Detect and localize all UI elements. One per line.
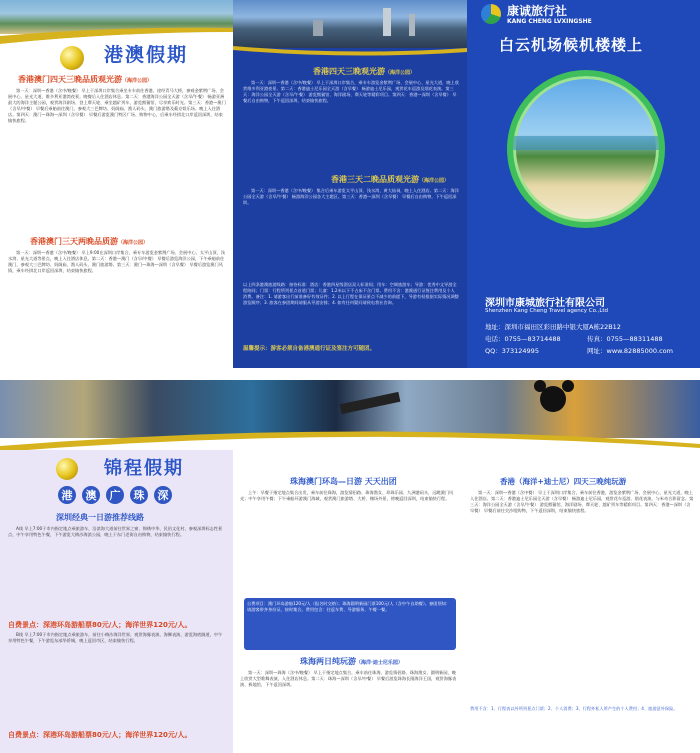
- panel2-sub2: 香港三天二晚品质观光游（海洋公园）: [331, 175, 450, 184]
- hk-skyline-photo: [233, 0, 467, 48]
- city-badges: [58, 486, 172, 504]
- gold-curve: [233, 44, 467, 58]
- panel2-body2: 第一天：深圳—香港（含中/晚餐） 集合后乘车游览太平山顶、浅水湾、黄大仙祠，晚上入住酒店。第二天：海洋公园全天游（含早/午餐） 畅游海洋公园各大主题区。第三天：香港—深圳（含早餐） 早餐后自由购物，下午返回深圳。: [243, 188, 459, 205]
- city-badge: 珠: [130, 486, 148, 504]
- panel2-body1: 第一天：深圳—香港（含中/晚餐） 早上于深圳口岸集合，乘专车游览金紫荆广场、会展中心、星光大道，晚上欣赏维多利亚港夜景。第二天：香港迪士尼乐园全天游（含早餐） 畅游迪士尼乐园，观赏花车巡游及烟花表演。第三天：海洋公园全天游（含早/午餐） 游览熊猫馆、海洋剧场、摩天轮等精彩项目。第四天：香港—深圳（含早餐） 早餐后自由购物，下午返回深圳，结束愉快旅程。: [243, 80, 459, 103]
- price-b: 自费景点：深港环岛游船票80元/人；海洋世界120元/人。: [8, 731, 192, 739]
- fax: 传真：0755—88311488: [587, 335, 663, 343]
- city-badge: 港: [58, 486, 76, 504]
- phone: 电话：0755—83714488: [485, 335, 561, 343]
- panel1-sub1: 香港澳门四天三晚品质观光游（海洋公园）: [18, 75, 153, 84]
- route-title: 深圳经典一日游推荐线路: [56, 513, 144, 522]
- bottom-title: 锦程假期: [104, 458, 184, 479]
- zh-title: 珠海澳门环岛—日游 天天出团: [290, 477, 397, 486]
- bottom-sheet: [0, 370, 700, 753]
- website[interactable]: 网址：www.82885000.com: [587, 347, 673, 355]
- company-full-name-en: Shenzhen Kang Cheng Travel agency Co.,Ltd: [485, 308, 609, 314]
- circular-photo: [507, 70, 665, 228]
- city-badge: 澳: [82, 486, 100, 504]
- city-badge: 深: [154, 486, 172, 504]
- hk-notes: 费用不含：1、行程表以外所列景点门票；2、个人消费；3、行程外私人所产生的个人费用；4、旅游意外保险。: [470, 706, 678, 711]
- slogan: 白云机场候机楼楼上: [499, 36, 644, 54]
- company-name-en: KANG CHENG LVXINGSHE: [507, 18, 592, 25]
- gold-ball: [60, 46, 84, 70]
- hk-title: 香港（海洋+迪士尼）四天三晚纯玩游: [500, 477, 627, 486]
- company-full-name: 深圳市康城旅行社有限公司: [485, 298, 605, 309]
- company-name: 康诚旅行社: [507, 4, 568, 18]
- panel1-body2: 第一天：深圳—香港（含中/晚餐） 早上9:00在深圳口岸集合，乘专车游览金紫荆广场、会展中心、太平山顶、浅水湾、星光大道等景点，晚上入住酒店休息。第二天：香港—澳门（含早/中餐） 早餐后游览海洋公园，下午乘船前往澳门，参观大三巴牌坊、妈阁庙、渔人码头、澳门旅游塔。第三天：澳门—珠海—深圳（含早餐） 早餐后游览澳门风情，乘车经拱北口岸返回深圳，结束愉快旅程。: [8, 250, 225, 273]
- panel1-body1: 第一天：深圳—香港（含中/晚餐） 早上于深圳口岸集合乘坐专车前往香港，途经青马大桥，参观金紫荆广场、会展中心、星光大道，维多利亚港湾夜景。晚餐后入住酒店休息。第二天：香港海洋公园全天游（含早/午餐） 畅游亚洲最大的海洋主题公园，观赏海洋剧场、登上摩天轮、乘坐越矿列车，游览熊猫馆，尽享欢乐时光。第三天：香港—澳门（含早/中餐） 早餐后乘船前往澳门，参观大三巴牌坊、妈阁庙、渔人码头、澳门旅游塔及葡京娱乐场。晚上入住酒店。第四天：澳门—珠海—深圳（含早餐） 早餐后游览澳门特区广场、购物中心，后乘车经拱北口岸返回深圳，结束愉快旅程。: [8, 88, 226, 123]
- panel2-body3: 以上四条港澳旅游线路：接待标准：酒店：香港四星级酒店双人标准间；用车：空调旅游车；导游：优秀中文导游全程陪同；门票：行程所列景点首道门票；儿童：1.2米以下不占床不含门票。费用不含：港澳通行证签注费用及个人消费。备注：1. 请游客出行前准备好有效证件；2. 以上行程在保证景点不减少的前提下，导游有权根据实际情况调整游览顺序；3. 旅客在参团期间请服从导游安排；4. 如有任何疑问请致电我社咨询。: [243, 282, 459, 305]
- panel2-warm-tip: 温馨提示：游客必须自备港澳通行证及签注方可随团。: [243, 346, 376, 352]
- route-a: A线 早上7:00于市内指定地点乘旅游车，沿滨海大道前往世界之窗、锦绣中华、民俗文化村，参观深圳标志性景点，中午享用特色午餐，下午游览大梅沙海滨公园，晚上于东门老街自由购物，结束愉快行程。: [8, 526, 223, 537]
- panel1-sub2: 香港澳门三天两晚品质游（海洋公园）: [30, 237, 149, 246]
- panel-hk-tours: [233, 0, 467, 368]
- hk-body: 第一天：深圳—香港（含中餐） 早上于深圳口岸集合，乘车前往香港，游览金紫荆广场、会展中心、星光大道，晚上入住酒店。第二天：香港迪士尼乐园全天游（含早餐） 畅游迪士尼乐园，观赏花车巡游、烟花表演，与米奇合影留念。第三天：海洋公园全天游（含早/午餐） 游览熊猫馆、海洋剧场、摩天轮、越矿列车等精彩项目。第四天：香港—深圳（含早餐） 早餐后前往尖沙咀购物，下午返回深圳，结束愉快旅程。: [470, 490, 694, 513]
- panel1-title: 港澳假期: [104, 44, 189, 66]
- city-badge: 广: [106, 486, 124, 504]
- panel-company: [467, 0, 700, 368]
- price-a: 自费景点：深港环岛游船票80元/人；海洋世界120元/人。: [8, 621, 192, 629]
- zh-body: 上午：早餐于指定地点集合出发，乘车前往珠海，游览情侣路、珠海渔女、珍珠乐园、九洲港码头，远眺澳门风光；中午享用午餐；下午乘船环游澳门海域，观赏澳门旅游塔、大桥、赌场外景，傍晚返回深圳，结束愉快行程。: [240, 490, 454, 501]
- bottom-gold-ball: [56, 458, 78, 480]
- zh-box: 自费项目：澳门环岛游船120元/人（报名时交纳）；珠海圆明新园门票100元/人（含中午自助餐）。参团须知：请游客带齐身份证，按时集合。费用包含：往返车费、导游服务、午餐一餐。: [244, 598, 456, 650]
- company-logo: [481, 4, 501, 24]
- route-b: B线 早上7:00于市内指定地点乘旅游车，前往小梅沙海洋世界，观赏海豚表演、海狮表演，游览海底隧道，中午享用特色午餐，下午游览东部华侨城，晚上返回市区，结束愉快行程。: [8, 632, 223, 643]
- panel-hk-macau: [0, 0, 233, 368]
- qq: QQ：373124995: [485, 347, 539, 355]
- address: 地址：深圳市福田区彩田路中银大厦A栋22B12: [485, 323, 621, 331]
- zh2-body: 第一天：深圳—珠海（含中/晚餐） 早上于指定地点集合，乘车前往珠海，游览情侣路、珠海渔女、圆明新园，晚上欣赏大型歌舞表演，入住酒店休息。第二天：珠海—深圳（含早/中餐） 早餐后游览珠海长隆海洋王国，观赏海豚表演、极地馆，下午返回深圳。: [240, 670, 457, 687]
- panel2-sub1: 香港四天三晚观光游（海洋公园）: [313, 67, 416, 76]
- cannon-figure: [340, 392, 401, 414]
- zh2-title: 珠海两日纯玩游（海洋·迪士尼乐园）: [300, 657, 403, 666]
